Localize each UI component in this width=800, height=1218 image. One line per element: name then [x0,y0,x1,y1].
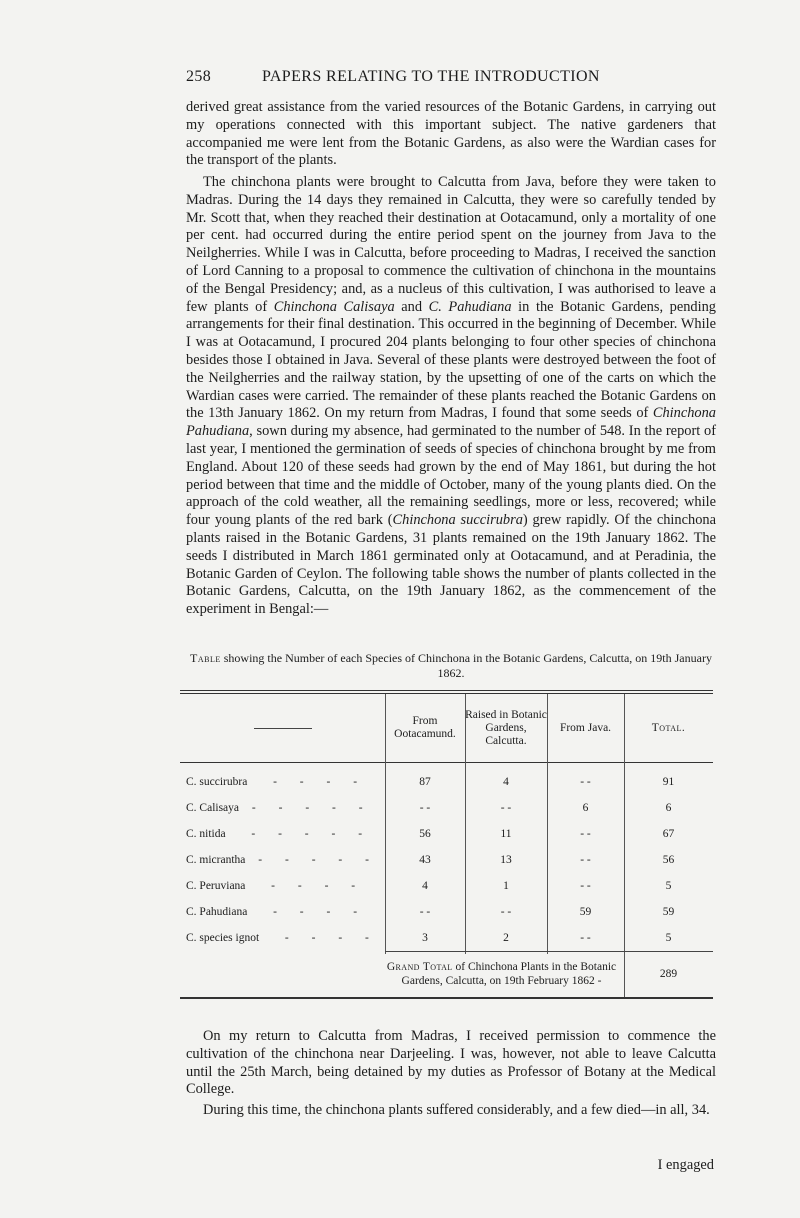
ootacamund-value: 56 [419,828,431,840]
ootacamund-value: 87 [419,776,431,788]
table-row [180,821,713,847]
total-value: 5 [665,880,672,892]
total-value: 59 [662,906,675,918]
table-caption-text: showing the Number of each Species of Chinchona in the Botanic Gardens, Calcutta, on 19th January 1862. [220,651,712,680]
raised-value: 1 [503,880,509,892]
ootacamund-value: 3 [422,932,428,944]
running-title: PAPERS RELATING TO THE INTRODUCTION [262,68,600,85]
table-caption [186,651,716,680]
species-name: C. Calisaya [186,802,240,814]
grand-total-label [385,952,624,997]
column-header-total: Total. [651,721,686,734]
species-label: C. Calisaya - - - - - [186,802,373,814]
paragraph-2 [186,174,716,619]
ootacamund-value: - - [419,906,431,918]
paragraph-3: On my return to Calcutta from Madras, I received permission to commence the cultivation of the chinchona near Darjeeling. I was, however, not able to leave Calcutta until the 25th March, being detained by my duties as Professor of Botany at the Medical College. [186,1028,716,1098]
table-row [180,925,713,952]
species-name: C. Peruviana [186,880,246,892]
total-value: 6 [665,802,672,814]
species-name: C. micrantha [186,854,246,866]
total-value: 67 [662,828,675,840]
catchword: I engaged [657,1157,714,1173]
table-top-rule [180,690,713,691]
species-label: C. micrantha - - - - - [186,854,379,866]
species-name-calisaya: Chinchona Calisaya [273,298,395,315]
total-value: 5 [665,932,672,944]
column-header-raised: Raised in Botanic Gardens, Calcutta. [465,708,547,747]
paragraph-2-text-b: and [394,298,429,315]
grand-total-value: 289 [624,952,713,997]
ootacamund-value: 43 [419,854,431,866]
java-value: - - [580,828,591,840]
column-header-ootacamund: From Ootacamund. [394,715,456,740]
raised-value: 4 [503,776,509,788]
raised-value: 2 [503,932,509,944]
species-name: C. succirubra [186,776,248,788]
species-label: C. nitida - - - - - [186,828,373,840]
paragraph-1: derived great assistance from the varied resources of the Botanic Gardens, in carrying out my operations connected with this important subject. The native gardeners that accompanied me were lent from the Botanic Gardens, as also were the Wardian cases for the transport of the plants. [186,99,716,169]
java-value: - - [580,932,591,944]
raised-value: - - [500,802,512,814]
page-number: 258 [186,68,212,85]
paragraph-4: During this time, the chinchona plants suffered considerably, and a few died—in all, 34. [203,1102,710,1118]
total-value: 91 [662,776,675,788]
species-header-cell [180,693,385,763]
java-value: - - [580,776,591,788]
species-label: C. species ignot - - - - [186,932,379,945]
species-name-pahudiana-2: Chinchona Pahudiana [186,405,716,440]
java-value: - - [580,880,591,892]
table-caption-lead: Table [190,651,221,665]
column-header-java: From Java. [559,721,612,734]
species-name: C. nitida [186,828,226,840]
ootacamund-value: 4 [422,880,428,892]
chinchona-species-table [180,693,713,996]
raised-value: 13 [500,854,512,866]
species-label: C. Peruviana - - - - [186,880,366,892]
grand-total-row [180,952,713,997]
paragraph-2-text-e: ) grew rapidly. Of the chinchona plants raised in the Botanic Gardens, 31 plants remained on the 19th January 1862. The seeds I distributed in March 1861 germinated only at Ootacamund, and at Peradinia, the Botanic Garden of Ceylon. The following table shows the number of plants collected in the Botanic Gardens, Calcutta, on the 19th January 1862, as the commencement of the experiment in Bengal:— [186,512,716,618]
table-row [180,795,713,821]
paragraph-2-text-a: The chinchona plants were brought to Calcutta from Java, before they were taken to Madras. During the 14 days they remained in Calcutta, they were so carefully tended by Mr. Scott that, when they reached their destination at Ootacamund, only a mortality of one per cent. had occurred during the entire period spent on the journey from Java to the Neilgherries. While I was in Calcutta, before proceeding to Madras, I received the sanction of Lord Canning to a proposal to commence the cultivation of chinchona in the mountains of the Bengal Presidency; and, as a nucleus of this cultivation, I was authorised to leave a few plants of [186,174,716,315]
ootacamund-value: - - [419,802,431,814]
java-value: 59 [579,906,592,918]
grand-total-text: of Chinchona Plants in the Botanic Gardens, Calcutta, on 19th February 1862 - [401,961,617,987]
species-name-pahudiana: C. Pahudiana [428,298,512,315]
species-name-succirubra: Chinchona succirubra [392,512,523,529]
java-value: - - [580,854,591,866]
paragraph-2-text-d: , sown during my absence, had germinated to the number of 548. In the report of last year, I mentioned the germination of seeds of species of chinchona brought by me from England. About 120 of these seeds had grown by the end of May 1861, but during the hot period between that time and the middle of October, many of the young plants died. On the approach of the cold weather, all the remaining seedlings, more or less, recovered; while four young plants of the red bark ( [186,423,716,529]
table-row [180,873,713,899]
grand-total-lead: Grand Total [386,961,453,973]
species-name: C. species ignot [186,932,260,945]
table-bottom-rule [180,997,713,999]
raised-value: - - [500,906,512,918]
species-name: C. Pahudiana [186,906,248,918]
table-row [180,769,713,795]
table-row [180,847,713,873]
table-row [180,899,713,925]
species-label: C. Pahudiana - - - - [186,906,368,918]
header-dash [254,728,312,729]
java-value: 6 [582,802,589,814]
total-value: 56 [662,854,675,866]
table-header-row [180,693,713,763]
raised-value: 11 [500,828,512,840]
paragraph-2-text-c: in the Botanic Gardens, pending arrangements for their final destination. This occurred in the beginning of December. While I was at Ootacamund, I procured 204 plants belonging to four other species of chinchona besides those I obtained in Java. Several of these plants were destroyed between the foot of the Neilgherries and the railway station, by the upsetting of one of the carts on which the Wardian cases were carried. The remainder of these plants reached the Botanic Gardens on the 13th January 1862. On my return from Madras, I found that some seeds of [186,298,716,422]
species-label: C. succirubra - - - - [186,776,368,788]
